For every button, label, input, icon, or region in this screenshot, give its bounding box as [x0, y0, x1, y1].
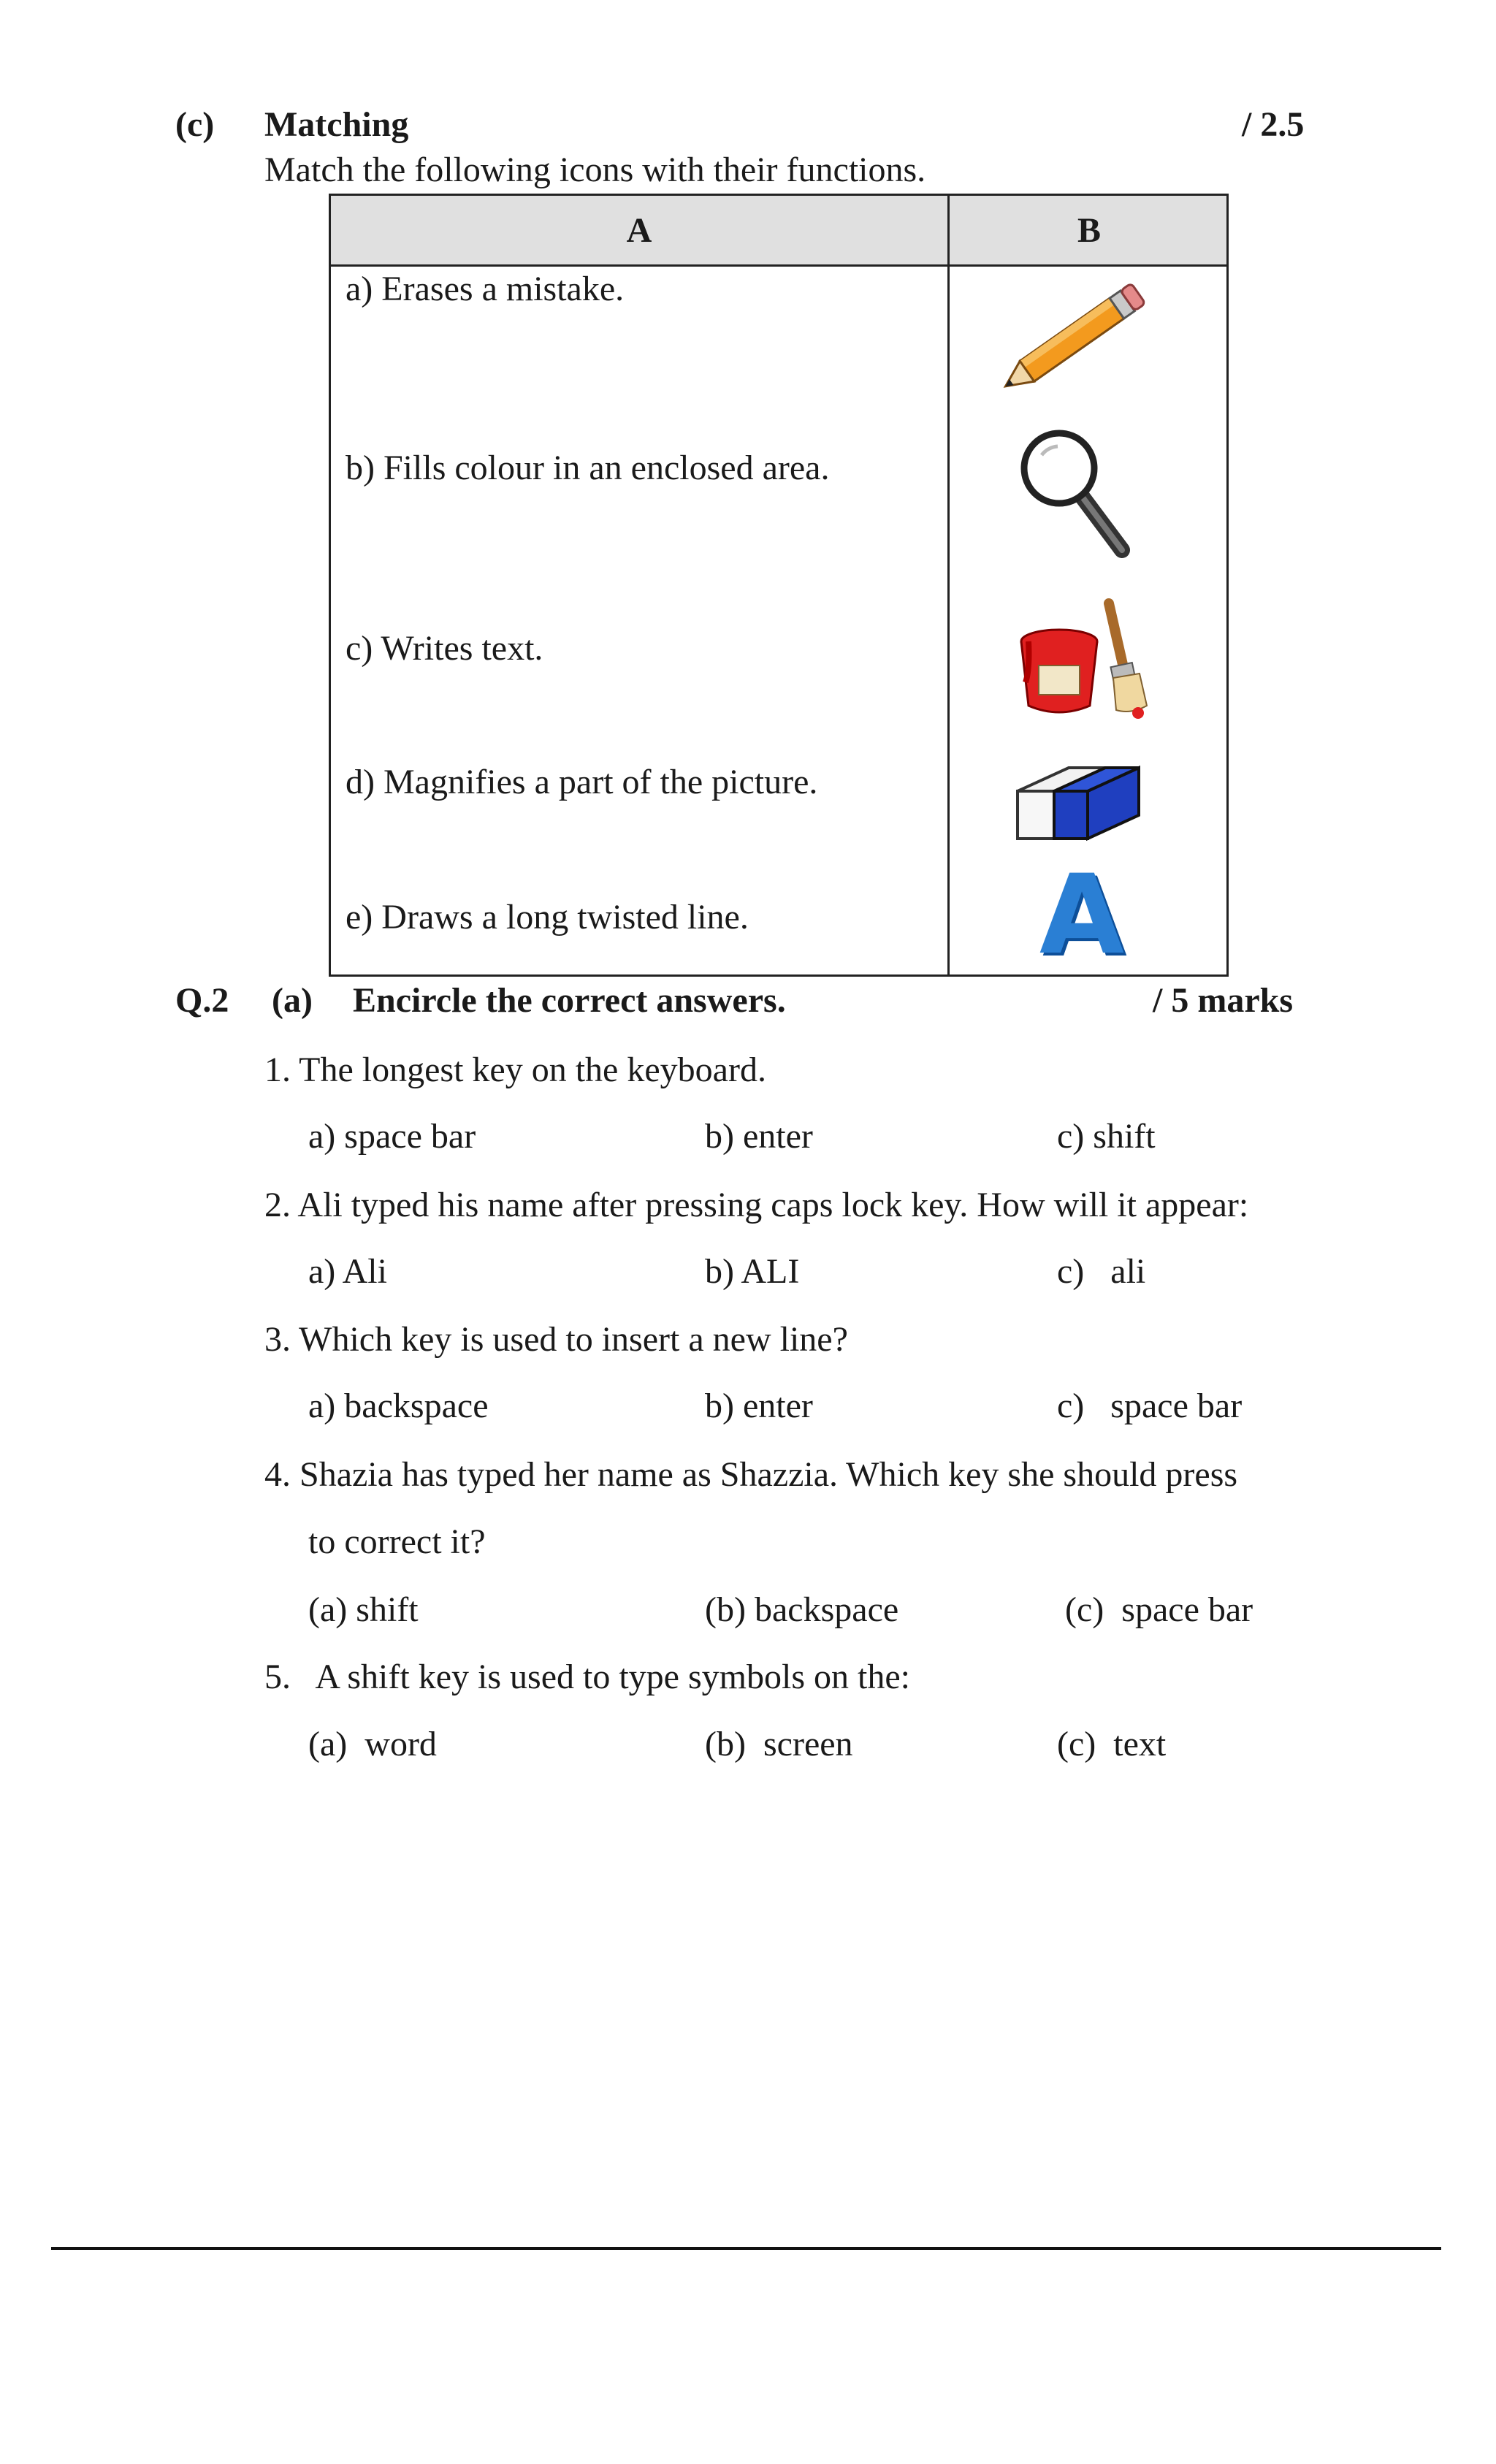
- table-row-text-e: e) Draws a long twisted line.: [346, 898, 749, 937]
- section-marks: / 2.5: [1242, 105, 1305, 144]
- question-1-option-a[interactable]: a) space bar: [308, 1117, 476, 1156]
- question-1-option-c[interactable]: c) shift: [1057, 1117, 1156, 1156]
- question-5-option-a[interactable]: (a) word: [308, 1725, 437, 1763]
- question-part: (a): [272, 981, 313, 1020]
- question-2-option-c[interactable]: c) ali: [1057, 1252, 1146, 1291]
- column-b-header: B: [1077, 211, 1101, 250]
- question-4-option-a[interactable]: (a) shift: [308, 1590, 419, 1629]
- question-4-option-c[interactable]: (c) space bar: [1065, 1590, 1253, 1629]
- question-4-text: 4. Shazia has typed her name as Shazzia. Which key she should press: [264, 1455, 1238, 1494]
- table-row-text-d: d) Magnifies a part of the picture.: [346, 763, 818, 801]
- section-instruction: Match the following icons with their functions.: [264, 150, 926, 189]
- table-row-text-b: b) Fills colour in an enclosed area.: [346, 449, 830, 487]
- question-4-option-b[interactable]: (b) backspace: [705, 1590, 899, 1629]
- question-2-option-a[interactable]: a) Ali: [308, 1252, 387, 1291]
- question-number: Q.2: [175, 981, 229, 1020]
- matching-table: [329, 194, 1229, 977]
- column-a-header: A: [626, 211, 652, 250]
- text-tool-icon: A: [1039, 852, 1125, 979]
- question-4-text-continued: to correct it?: [308, 1522, 486, 1561]
- table-row-text-a: a) Erases a mistake.: [346, 270, 625, 308]
- table-column-divider: [947, 196, 950, 974]
- question-5-option-b[interactable]: (b) screen: [705, 1725, 853, 1763]
- question-5-option-c[interactable]: (c) text: [1057, 1725, 1167, 1763]
- footer-rule: [51, 2247, 1441, 2250]
- question-3-option-a[interactable]: a) backspace: [308, 1387, 489, 1425]
- question-2-text: 2. Ali typed his name after pressing caps lock key. How will it appear:: [264, 1186, 1249, 1224]
- question-marks: / 5 marks: [1153, 981, 1293, 1020]
- question-3-option-b[interactable]: b) enter: [705, 1387, 813, 1425]
- question-5-text: 5. A shift key is used to type symbols on the:: [264, 1658, 910, 1696]
- section-label: (c): [175, 105, 215, 144]
- question-3-option-c[interactable]: c) space bar: [1057, 1387, 1243, 1425]
- question-2-option-b[interactable]: b) ALI: [705, 1252, 800, 1291]
- question-3-text: 3. Which key is used to insert a new line?: [264, 1320, 848, 1359]
- question-1-option-b[interactable]: b) enter: [705, 1117, 813, 1156]
- eraser-icon: [1010, 740, 1149, 857]
- table-row-text-c: c) Writes text.: [346, 629, 543, 668]
- magnifier-icon: [1014, 426, 1138, 565]
- question-title: Encircle the correct answers.: [353, 981, 786, 1020]
- section-title: Matching: [264, 105, 409, 144]
- pencil-icon: [988, 276, 1156, 404]
- paint-bucket-icon: [1014, 596, 1153, 724]
- question-1-text: 1. The longest key on the keyboard.: [264, 1050, 766, 1089]
